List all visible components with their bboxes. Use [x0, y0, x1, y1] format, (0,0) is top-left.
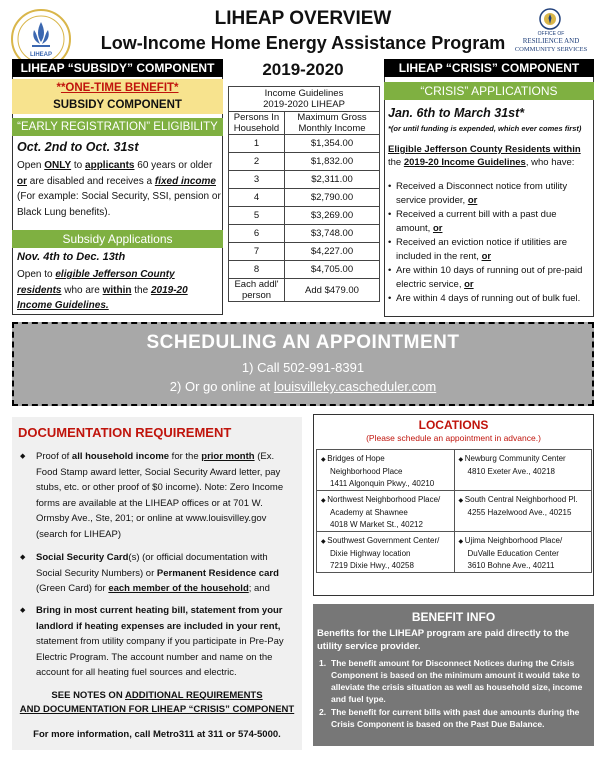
persons-cell: 8 — [229, 261, 285, 279]
col-persons-header: Persons In Household — [229, 112, 285, 135]
doc-item-income: ◆ Proof of all household income for the prior month (Ex. Food Stamp award letter, Social Security Award letter, pay stubs, etc. or other proof of $0 income). Note: Zero Income forms are available at the LIHEAP offices or at 701 W. Ormsby Ave., Ste, 201; or online at www.louisvilley.gov (search for LIHEAP) — [18, 449, 296, 542]
benefit-info-box — [313, 604, 594, 746]
scheduling-banner — [12, 322, 594, 406]
income-row — [229, 207, 380, 225]
location-address: 3610 Bohne Ave., 40211 — [467, 561, 555, 570]
location-cell — [317, 450, 455, 491]
early-registration-bar: “EARLY REGISTRATION” ELIGIBILITY — [12, 118, 223, 136]
persons-cell: 4 — [229, 189, 285, 207]
col-income-header: Maximum Gross Monthly Income — [285, 112, 380, 135]
income-row — [229, 243, 380, 261]
crisis-dates: Jan. 6th to March 31st* — [388, 106, 525, 120]
persons-cell: 2 — [229, 153, 285, 171]
location-name: ◆ Northwest Neighborhood Place/ — [321, 494, 451, 507]
logo-right-top: OFFICE OF — [537, 31, 565, 37]
location-address: 4018 W Market St., 40212 — [330, 520, 423, 529]
location-line2: Dixie Highway location — [330, 549, 411, 558]
location-address: 1411 Algonquin Pkwy., 40210 — [330, 479, 435, 488]
income-cell: $3,269.00 — [285, 207, 380, 225]
doc-item-heating-bill: ◆ Bring in most current heating bill, statement from your landlord if heating expenses are included in your rent, statement from utility company if you participate in Pre-Pay Electric Program. The account number and name on the account for all heating fuel sources and electric. — [18, 603, 296, 681]
location-line2: DuValle Education Center — [467, 549, 559, 558]
subsidy-header: LIHEAP “SUBSIDY” COMPONENT — [12, 59, 223, 77]
income-cell: $3,748.00 — [285, 225, 380, 243]
subsidy-applications-text: Open to eligible Jefferson County residents who are within the 2019-20 Income Guidelines. — [17, 269, 188, 311]
income-cell: $1,832.00 — [285, 153, 380, 171]
crisis-eligibility: Eligible Jefferson County Residents within the 2019-20 Income Guidelines, who have: — [388, 144, 581, 168]
documentation-heading: DOCUMENTATION REQUIREMENT — [18, 425, 232, 440]
locations-heading: LOCATIONS — [418, 418, 489, 432]
locations-subheading: (Please schedule an appointment in advance.) — [366, 433, 541, 443]
otb-line2: SUBSIDY COMPONENT — [53, 99, 182, 111]
location-address: 4810 Exeter Ave., 40218 — [467, 467, 555, 476]
page-title: LIHEAP OVERVIEW — [214, 8, 392, 29]
city-seal-icon — [539, 8, 561, 30]
income-row — [229, 135, 380, 153]
benefit-intro: Benefits for the LIHEAP program are paid directly to the utility service provider. — [317, 628, 570, 652]
crisis-criterion: • Are within 10 days of running out of pre-paid electric service, or — [388, 264, 592, 291]
logo-right-line1: RESILIENCE AND — [522, 37, 580, 45]
doc-item-ssn: ◆ Social Security Card(s) (or official documentation with Social Security Numbers) or Permanent Residence card (Green Card) for each member of the household; and — [18, 550, 296, 597]
location-address: 4255 Hazelwood Ave., 40215 — [467, 508, 572, 517]
income-cell: $2,790.00 — [285, 189, 380, 207]
income-row — [229, 153, 380, 171]
income-guidelines-table — [228, 86, 380, 302]
income-cell: $1,354.00 — [285, 135, 380, 153]
subsidy-applications-bar: Subsidy Applications — [12, 230, 223, 248]
crisis-note: *(or until funding is expended, which ever comes first) — [388, 124, 582, 133]
otb-line1: *ONE-TIME BENEFIT* — [60, 82, 179, 94]
income-cell: $4,227.00 — [285, 243, 380, 261]
crisis-header: LIHEAP “CRISIS” COMPONENT — [384, 59, 594, 77]
benefit-heading: BENEFIT INFO — [411, 610, 496, 624]
crisis-criterion: • Are within 4 days of running out of bulk fuel. — [388, 292, 592, 306]
early-registration-dates: Oct. 2nd to Oct. 31st — [17, 140, 139, 154]
locations-grid — [316, 449, 592, 573]
income-row — [229, 189, 380, 207]
benefit-list — [313, 653, 594, 730]
program-year: 2019-2020 — [262, 60, 344, 79]
income-cell: $2,311.00 — [285, 171, 380, 189]
persons-cell: 1 — [229, 135, 285, 153]
location-name: ◆ Southwest Government Center/ — [321, 535, 451, 548]
location-cell — [317, 532, 455, 573]
location-cell — [317, 491, 455, 532]
location-cell — [454, 532, 592, 573]
early-registration-text: Open ONLY to applicants 60 years or older or are disabled and receives a fixed income (For example: Social Security, SSI, pension or Black Lung benefits). — [17, 160, 221, 218]
location-line2: Academy at Shawnee — [330, 508, 408, 517]
crisis-criterion: • Received an eviction notice if utilities are included in the rent, or — [388, 236, 592, 263]
page-subtitle: Low-Income Home Energy Assistance Program — [100, 33, 506, 53]
one-time-benefit-banner: **ONE-TIME BENEFIT* SUBSIDY COMPONENT — [12, 79, 223, 114]
benefit-item: 2. The benefit for current bills with past due amounts during the Crisis Component is based on the Past Due Balance. — [319, 707, 580, 729]
location-name: ◆ South Central Neighborhood Pl. — [459, 494, 589, 507]
crisis-criterion: • Received a current bill with a past due amount, or — [388, 208, 592, 235]
location-address: 7219 Dixie Hwy., 40258 — [330, 561, 414, 570]
persons-cell: 3 — [229, 171, 285, 189]
office-logo — [506, 8, 596, 56]
income-row — [229, 261, 380, 279]
call-phone: 1) Call 502-991-8391 — [241, 360, 365, 375]
location-cell — [454, 491, 592, 532]
persons-cell: 7 — [229, 243, 285, 261]
income-cell: $4,705.00 — [285, 261, 380, 279]
more-info-line: For more information, call Metro311 at 311 or 574-5000. — [33, 729, 281, 740]
additional-requirements-note: SEE NOTES ON ADDITIONAL REQUIREMENTS AND DOCUMENTATION FOR LIHEAP “CRISIS” COMPONENT — [19, 690, 295, 715]
persons-cell: 5 — [229, 207, 285, 225]
subsidy-applications-dates: Nov. 4th to Dec. 13th — [17, 251, 126, 263]
online-line: 2) Or go online at louisvilleky.cascheduler.com — [169, 379, 437, 394]
location-cell — [454, 450, 592, 491]
crisis-criteria-list — [388, 180, 592, 307]
scheduling-heading: SCHEDULING AN APPOINTMENT — [146, 332, 460, 353]
crisis-applications-bar: “CRISIS” APPLICATIONS — [384, 82, 594, 100]
persons-cell: 6 — [229, 225, 285, 243]
location-name: ◆ Newburg Community Center — [459, 453, 589, 466]
benefit-item: 1. The benefit amount for Disconnect Notices during the Crisis Component is based on the minimum amount it would take to alleviate the crisis situation as well as household size, income and fuel type. — [319, 658, 583, 704]
location-name: ◆ Ujima Neighborhood Place/ — [459, 535, 589, 548]
logo-right-line2: COMMUNITY SERVICES — [514, 46, 588, 53]
addl-person-label: Each addl' person — [229, 279, 285, 302]
income-row — [229, 225, 380, 243]
addl-person-amount: Add $479.00 — [285, 279, 380, 302]
income-row — [229, 171, 380, 189]
location-line2: Neighborhood Place — [330, 467, 403, 476]
logo-left-text: LIHEAP — [29, 52, 52, 58]
scheduler-link[interactable]: louisvilleky.cascheduler.com — [273, 379, 437, 394]
income-table-title: Income Guidelines 2019-2020 LIHEAP — [229, 87, 380, 112]
crisis-criterion: • Received a Disconnect notice from utility service provider, or — [388, 180, 592, 207]
location-name: ◆ Bridges of Hope — [321, 453, 451, 466]
